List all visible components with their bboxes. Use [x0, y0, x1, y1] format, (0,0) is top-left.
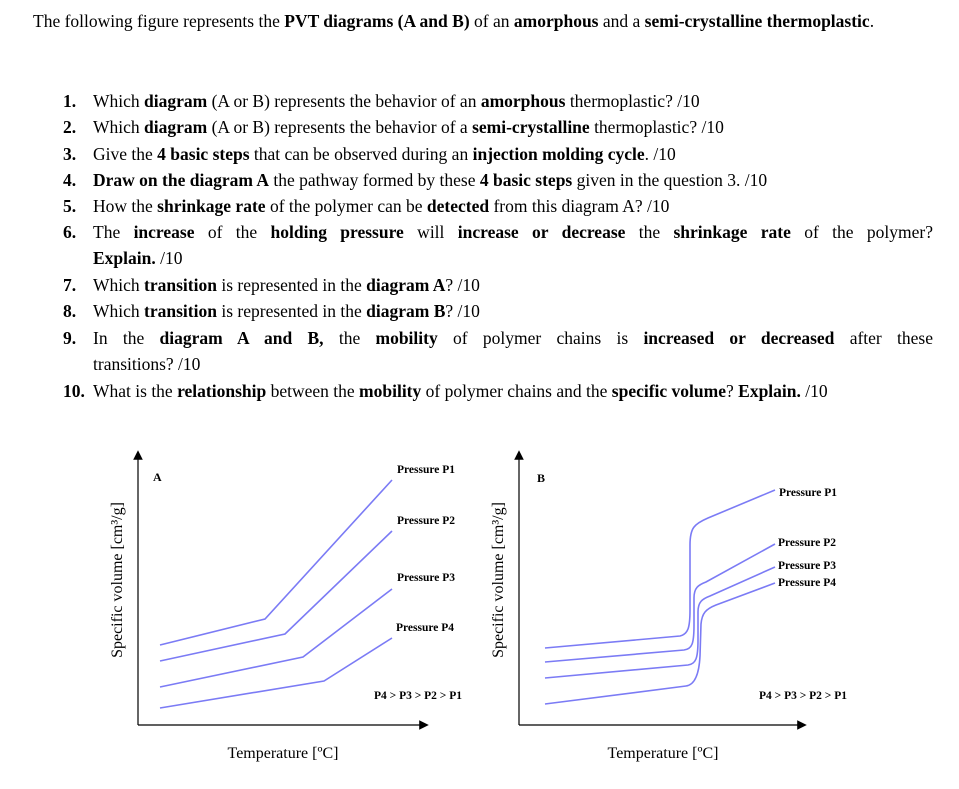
curve-p3 — [160, 589, 392, 687]
bold-text-run: semi-crystalline thermoplastic — [644, 11, 870, 31]
text-run: and a — [598, 11, 645, 31]
text-run: (A or B) represents the behavior of an — [207, 91, 481, 111]
text-run: The — [93, 222, 134, 242]
bold-text-run: injection molding cycle — [472, 144, 645, 164]
text-run: Which — [93, 301, 145, 321]
curve-p2 — [160, 531, 392, 661]
bold-text-run: Explain. — [93, 248, 156, 268]
pressure-label-p3: Pressure P3 — [397, 572, 456, 584]
bold-text-run: amorphous — [480, 91, 566, 111]
text-run: of polymer chains is — [437, 328, 644, 348]
text-run: transitions? /10 — [93, 354, 201, 374]
bold-text-run: amorphous — [513, 11, 599, 31]
pressure-order: P4 > P3 > P2 > P1 — [759, 690, 848, 702]
text-run: What is the — [93, 381, 178, 401]
bold-text-run: diagram A — [366, 275, 446, 295]
diagram-letter: A — [153, 470, 162, 484]
text-run: of an — [469, 11, 514, 31]
question-number: 2. — [63, 117, 77, 137]
pressure-label-p2: Pressure P2 — [778, 537, 837, 549]
question-number: 4. — [63, 170, 77, 190]
text-run: /10 — [800, 381, 828, 401]
bold-text-run: increased or decreased — [643, 328, 835, 348]
text-run: the — [323, 328, 376, 348]
bold-text-run: specific volume — [611, 381, 726, 401]
pressure-label-p1: Pressure P1 — [779, 487, 838, 499]
text-run: Which — [93, 275, 145, 295]
text-run: ? — [726, 381, 739, 401]
bold-text-run: increase — [133, 222, 195, 242]
y-axis-label: Specific volume [cm³/g] — [490, 502, 507, 658]
bold-text-run: 4 basic steps — [157, 144, 250, 164]
bold-text-run: mobility — [359, 381, 422, 401]
x-axis-label: Temperature [ºC] — [607, 745, 719, 762]
text-run: of the polymer can be — [265, 196, 427, 216]
x-axis-label: Temperature [ºC] — [227, 745, 339, 762]
diagram-b — [490, 455, 847, 762]
bold-text-run: semi-crystalline — [472, 117, 590, 137]
bold-text-run: diagram — [144, 117, 208, 137]
diagram-a — [109, 455, 462, 762]
text-run: will — [403, 222, 458, 242]
bold-text-run: transition — [144, 275, 217, 295]
pressure-label-p4: Pressure P4 — [396, 622, 455, 634]
pressure-order: P4 > P3 > P2 > P1 — [374, 690, 463, 702]
text-run: after these — [834, 328, 933, 348]
text-run: is represented in the — [216, 275, 367, 295]
pressure-label-p2: Pressure P2 — [397, 515, 456, 527]
question-number: 6. — [63, 222, 77, 242]
y-axis-label: Specific volume [cm³/g] — [109, 502, 126, 658]
bold-text-run: PVT diagrams (A and B) — [284, 11, 470, 31]
text-run: Which — [93, 91, 145, 111]
text-run: . /10 — [644, 144, 676, 164]
bold-text-run: diagram A and B, — [159, 328, 324, 348]
bold-text-run: increase or decrease — [457, 222, 626, 242]
text-run: The following figure represents the — [33, 11, 285, 31]
bold-text-run: holding pressure — [270, 222, 404, 242]
question-number: 5. — [63, 196, 77, 216]
bold-text-run: shrinkage rate — [673, 222, 791, 242]
text-run: (A or B) represents the behavior of a — [207, 117, 473, 137]
bold-text-run: diagram B — [366, 301, 446, 321]
pressure-label-p3: Pressure P3 — [778, 560, 837, 572]
bold-text-run: 4 basic steps — [479, 170, 573, 190]
pressure-label-p1: Pressure P1 — [397, 464, 456, 476]
text-run: /10 — [155, 248, 183, 268]
text-run: the pathway formed by these — [268, 170, 480, 190]
bold-text-run: Explain. — [738, 381, 801, 401]
text-run: Which — [93, 117, 145, 137]
text-run: thermoplastic? /10 — [565, 91, 700, 111]
text-run: is represented in the — [216, 301, 367, 321]
question-number: 10. — [63, 381, 85, 401]
question-number: 3. — [63, 144, 77, 164]
text-run: In the — [93, 328, 160, 348]
pressure-label-p4: Pressure P4 — [778, 577, 837, 589]
text-run: the — [625, 222, 674, 242]
curve-p3 — [545, 567, 775, 678]
question-number: 9. — [63, 328, 77, 348]
text-run: ? /10 — [445, 301, 480, 321]
bold-text-run: diagram — [144, 91, 208, 111]
text-run: ? /10 — [445, 275, 480, 295]
text-run: from this diagram A? /10 — [489, 196, 670, 216]
bold-text-run: transition — [144, 301, 217, 321]
curve-p4 — [160, 638, 392, 708]
curve-p4 — [545, 583, 775, 704]
question-number: 7. — [63, 275, 77, 295]
bold-text-run: shrinkage rate — [157, 196, 266, 216]
text-run: of the — [194, 222, 271, 242]
text-run: of polymer chains and the — [421, 381, 612, 401]
bold-text-run: relationship — [177, 381, 267, 401]
curve-p1 — [160, 480, 392, 645]
text-run: . — [869, 11, 875, 31]
bold-text-run: Draw on the diagram A — [93, 170, 269, 190]
curve-p1 — [545, 490, 775, 648]
text-run: between the — [266, 381, 360, 401]
text-run: of the polymer? — [790, 222, 933, 242]
diagram-letter: B — [537, 471, 546, 485]
text-run: How the — [93, 196, 158, 216]
question-number: 8. — [63, 301, 77, 321]
bold-text-run: detected — [426, 196, 490, 216]
bold-text-run: mobility — [375, 328, 438, 348]
text-run: that can be observed during an — [249, 144, 473, 164]
text-run: Give the — [93, 144, 158, 164]
text-run: thermoplastic? /10 — [589, 117, 724, 137]
text-run: given in the question 3. /10 — [572, 170, 768, 190]
question-number: 1. — [63, 91, 77, 111]
